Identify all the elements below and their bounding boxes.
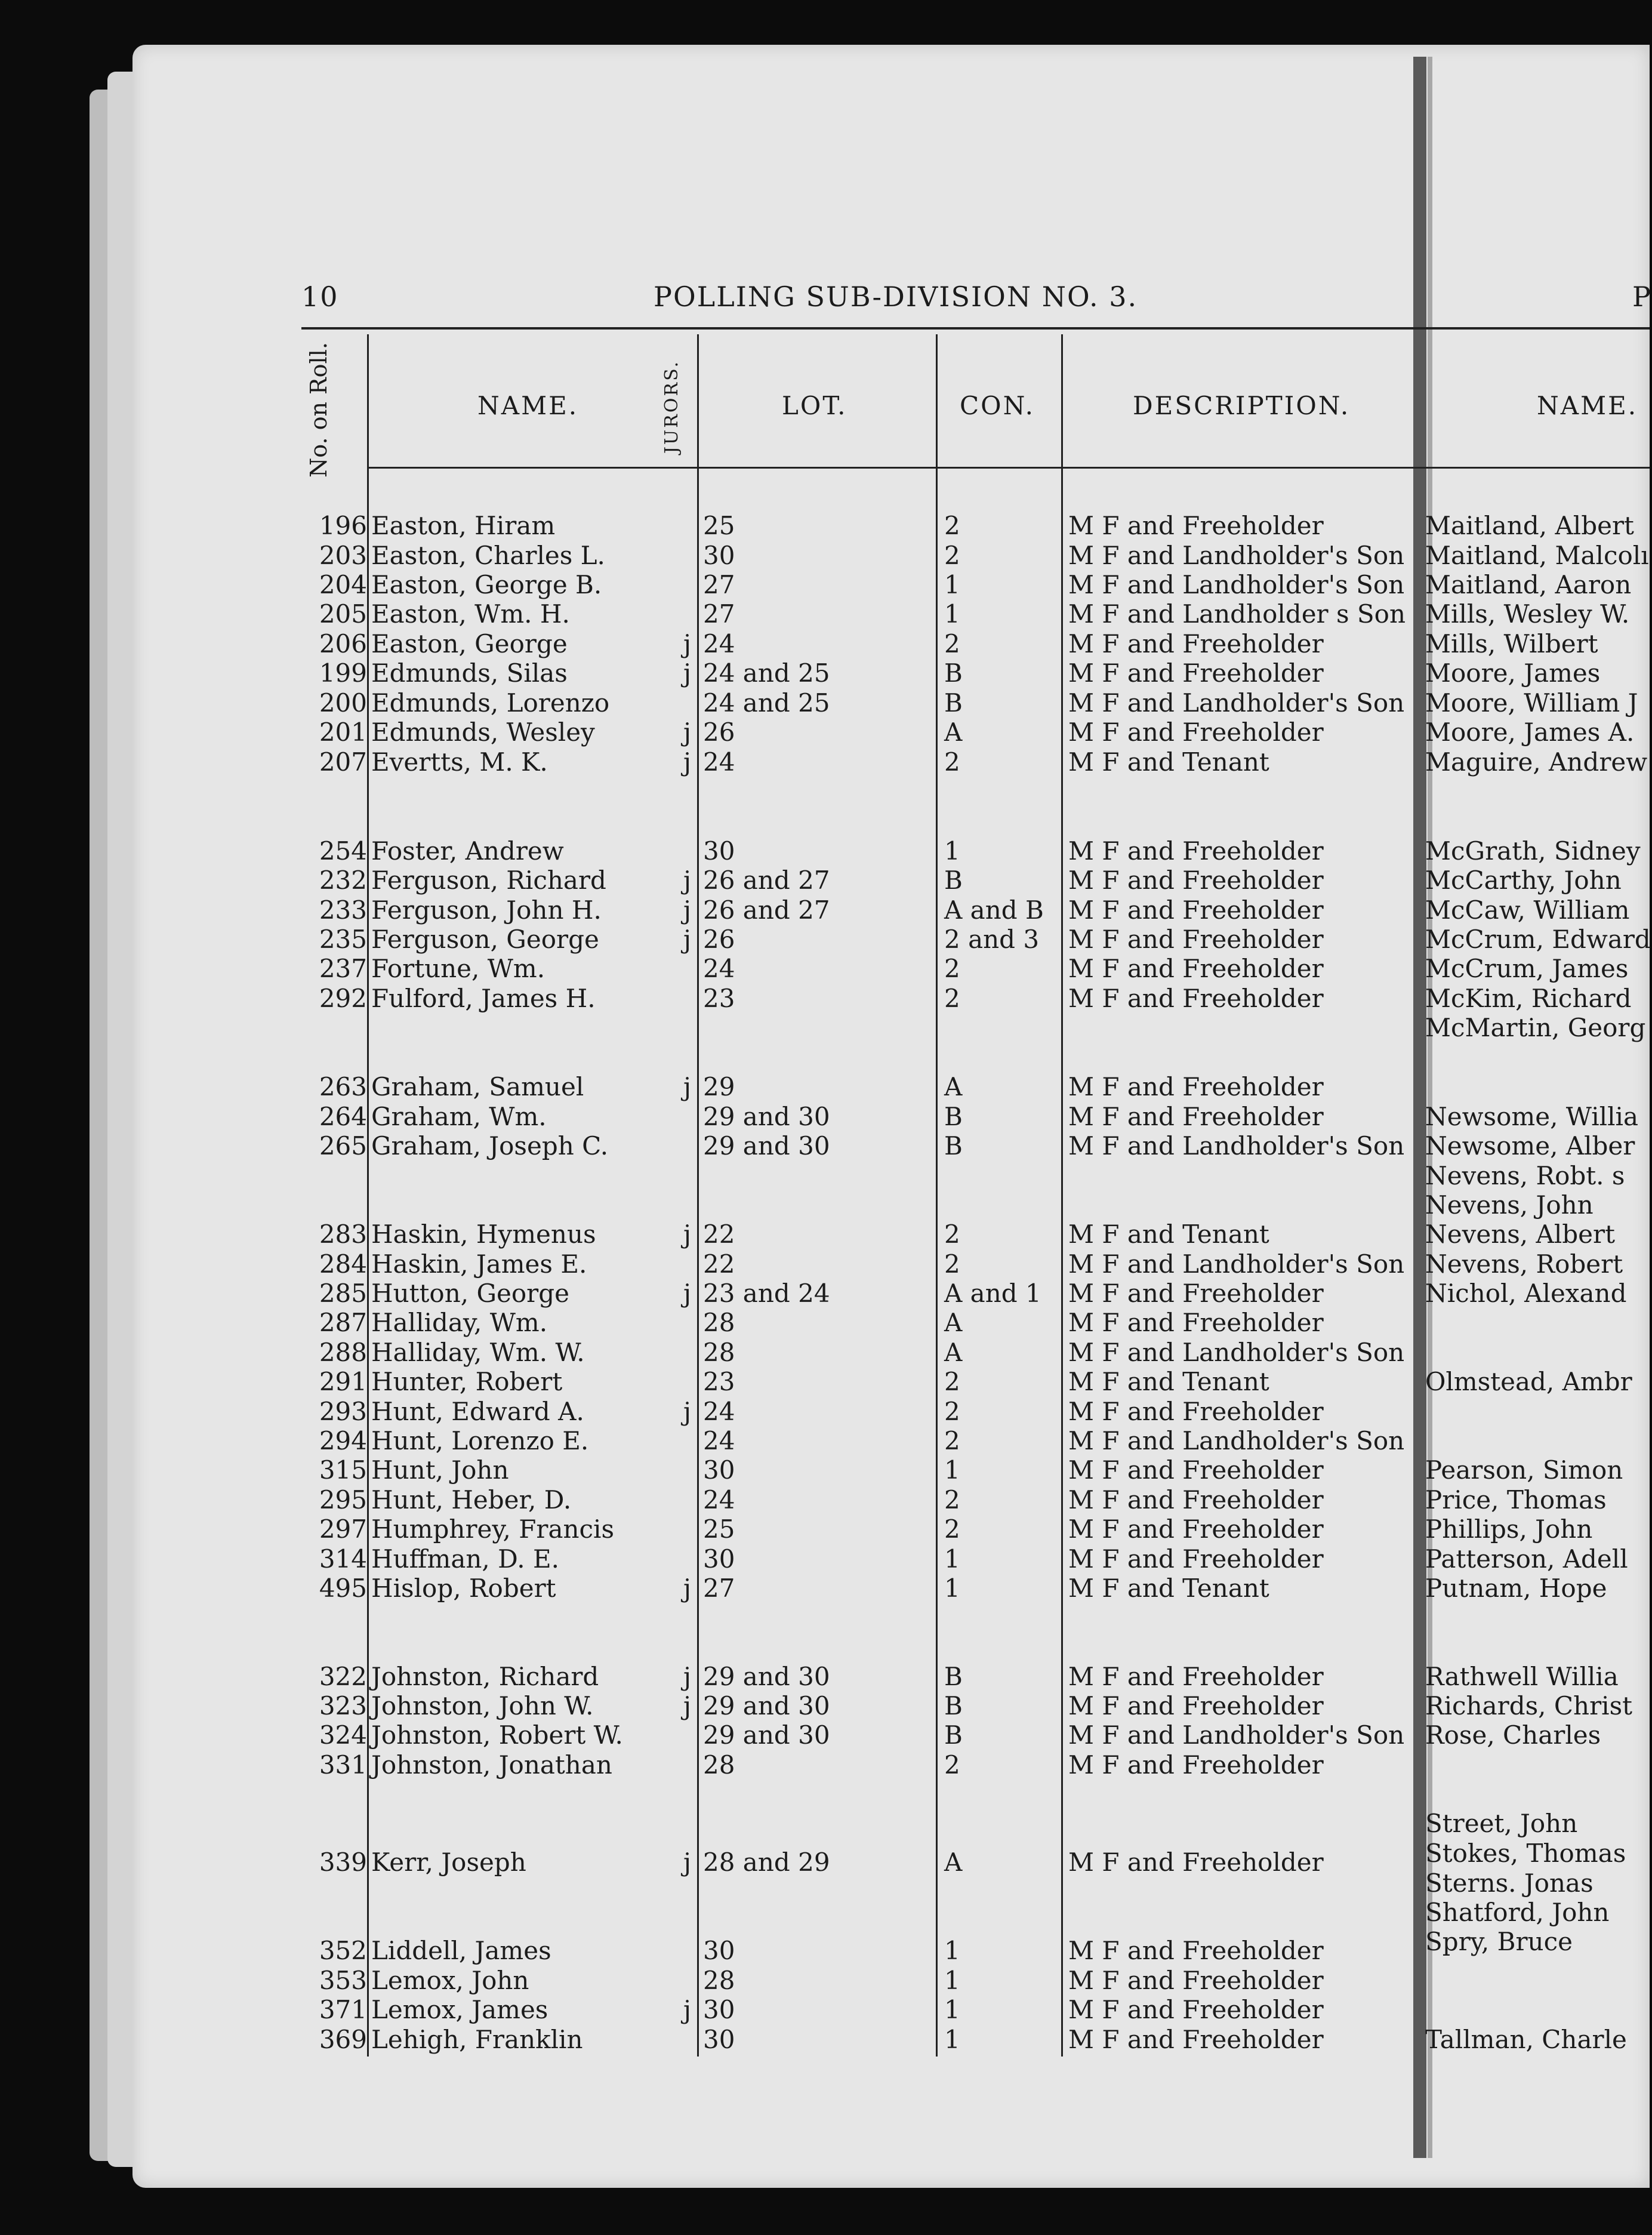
description: M F and Freeholder [1068,1102,1324,1131]
voter-name: Humphrey, Francis [371,1514,615,1544]
description: M F and Freeholder [1068,984,1324,1013]
description: M F and Landholder's Son [1068,1131,1405,1160]
description: M F and Tenant [1068,1220,1269,1249]
voter-name: Johnston, Robert W. [371,1720,623,1750]
voter-name: Hunt, Edward A. [371,1397,584,1426]
roll-number: 199 [319,658,367,688]
lot-number: 22 [703,1220,735,1249]
concession: A [944,718,963,747]
voter-name: Edmunds, Lorenzo [371,688,610,718]
next-page-name: McCrum, James [1425,954,1629,983]
description: M F and Landholder's Son [1068,1249,1405,1279]
concession: 1 [944,1574,960,1603]
next-page-name: Nevens, Robert [1425,1249,1623,1279]
column-header-name: NAME. [477,391,579,420]
description: M F and Landholder's Son [1068,1720,1405,1750]
lot-number: 24 [703,747,735,777]
roll-number: 204 [319,570,367,599]
concession: B [944,1102,963,1131]
voter-name: Easton, Hiram [371,511,556,540]
concession: 2 and 3 [944,925,1040,954]
voter-name: Hunter, Robert [371,1367,563,1396]
next-page-name: McCarthy, John [1425,866,1622,895]
lot-number: 29 and 30 [703,1720,830,1750]
column-header-rule [367,467,1650,469]
column-divider [936,334,938,2057]
description: M F and Freeholder [1068,1279,1324,1308]
juror-mark: j [683,1691,692,1720]
description: M F and Freeholder [1068,1514,1324,1544]
description: M F and Freeholder [1068,1691,1324,1720]
concession: B [944,1720,963,1750]
voter-name: Edmunds, Silas [371,658,568,688]
lot-number: 25 [703,1514,735,1544]
next-page-name: Moore, James [1425,658,1601,688]
description: M F and Freeholder [1068,866,1324,895]
lot-number: 30 [703,1455,735,1485]
next-page-name: Stokes, Thomas [1425,1839,1626,1868]
description: M F and Landholder's Son [1068,688,1405,718]
concession: 1 [944,836,960,866]
concession: A [944,1848,963,1877]
voter-name: Graham, Wm. [371,1102,547,1131]
description: M F and Freeholder [1068,1072,1324,1101]
concession: 1 [944,599,960,629]
next-page-name: Richards, Christ [1425,1691,1633,1720]
lot-number: 24 [703,1397,735,1426]
next-page-name: Rathwell Willia [1425,1662,1619,1691]
voter-name: Fortune, Wm. [371,954,545,983]
roll-number: 293 [319,1397,367,1426]
voter-name: Ferguson, George [371,925,599,954]
concession: A [944,1338,963,1367]
voter-name: Graham, Samuel [371,1072,584,1101]
voter-name: Kerr, Joseph [371,1848,526,1877]
lot-number: 30 [703,2025,735,2054]
next-page-name: Spry, Bruce [1425,1927,1573,1956]
lot-number: 29 and 30 [703,1691,830,1720]
description: M F and Freeholder [1068,954,1324,983]
concession: 2 [944,954,960,983]
roll-number: 283 [319,1220,367,1249]
roll-number: 203 [319,541,367,570]
next-page-name: Nevens, Robt. s [1425,1161,1625,1190]
concession: 2 [944,629,960,658]
roll-number: 264 [319,1102,367,1131]
lot-number: 30 [703,1936,735,1965]
juror-mark: j [683,1848,692,1877]
next-page-name: Tallman, Charle [1425,2025,1627,2054]
description: M F and Freeholder [1068,836,1324,866]
next-page-name: McCrum, Edward [1425,925,1651,954]
lot-number: 26 [703,718,735,747]
roll-number: 237 [319,954,367,983]
description: M F and Freeholder [1068,1662,1324,1691]
roll-number: 205 [319,599,367,629]
concession: B [944,1662,963,1691]
description: M F and Freeholder [1068,1995,1324,2024]
column-divider [367,334,369,2057]
lot-number: 24 [703,629,735,658]
juror-mark: j [683,1662,692,1691]
roll-number: 207 [319,747,367,777]
juror-mark: j [683,718,692,747]
juror-mark: j [683,629,692,658]
lot-number: 24 [703,1485,735,1514]
roll-number: 201 [319,718,367,747]
concession: A and B [944,895,1044,925]
juror-mark: j [683,747,692,777]
juror-mark: j [683,658,692,688]
concession: 2 [944,1485,960,1514]
concession: A and 1 [944,1279,1041,1308]
lot-number: 29 and 30 [703,1131,830,1160]
roll-number: 495 [319,1574,367,1603]
next-page-name: Newsome, Alber [1425,1131,1635,1160]
voter-name: Easton, Charles L. [371,541,605,570]
lot-number: 23 and 24 [703,1279,830,1308]
next-page-name: Maitland, Malcolı [1425,541,1649,570]
next-page-name: Shatford, John [1425,1898,1610,1927]
description: M F and Tenant [1068,1367,1269,1396]
lot-number: 29 and 30 [703,1102,830,1131]
lot-number: 28 and 29 [703,1848,830,1877]
lot-number: 24 and 25 [703,658,830,688]
roll-number: 263 [319,1072,367,1101]
description: M F and Tenant [1068,747,1269,777]
column-header-description: DESCRIPTION. [1133,391,1351,420]
voter-name: Ferguson, John H. [371,895,602,925]
next-page-name: Moore, James A. [1425,718,1635,747]
voter-name: Graham, Joseph C. [371,1131,609,1160]
voter-name: Johnston, Richard [371,1662,599,1691]
description: M F and Landholder's Son [1068,1338,1405,1367]
lot-number: 28 [703,1750,735,1780]
lot-number: 26 [703,925,735,954]
next-page-name: Mills, Wesley W. [1425,599,1630,629]
voter-name: Hunt, Lorenzo E. [371,1426,589,1455]
roll-number: 315 [319,1455,367,1485]
column-header-jurors: JURORS. [661,359,682,454]
lot-number: 30 [703,541,735,570]
concession: A [944,1308,963,1337]
next-page-name: Sterns. Jonas [1425,1868,1594,1898]
header-rule [301,327,1650,330]
concession: 2 [944,1750,960,1780]
next-page-name: McCaw, William [1425,895,1630,925]
voter-name: Lehigh, Franklin [371,2025,583,2054]
roll-number: 288 [319,1338,367,1367]
description: M F and Tenant [1068,1574,1269,1603]
voter-name: Johnston, Jonathan [371,1750,612,1780]
voter-name: Halliday, Wm. W. [371,1338,585,1367]
next-page-name: Moore, William J [1425,688,1638,718]
description: M F and Freeholder [1068,1485,1324,1514]
column-header-lot: LOT. [782,391,847,420]
juror-mark: j [683,925,692,954]
concession: B [944,1131,963,1160]
voter-name: Easton, George B. [371,570,602,599]
concession: 2 [944,511,960,540]
lot-number: 28 [703,1338,735,1367]
concession: B [944,688,963,718]
voter-name: Lemox, John [371,1966,529,1995]
concession: 2 [944,747,960,777]
roll-number: 235 [319,925,367,954]
next-page-name: Mills, Wilbert [1425,629,1598,658]
voter-name: Haskin, James E. [371,1249,587,1279]
lot-number: 26 and 27 [703,866,830,895]
juror-mark: j [683,1397,692,1426]
juror-mark: j [683,1574,692,1603]
description: M F and Landholder's Son [1068,570,1405,599]
voter-name: Ferguson, Richard [371,866,606,895]
voter-name: Foster, Andrew [371,836,564,866]
next-page-name: Patterson, Adell [1425,1544,1628,1574]
next-page-header-fragment: P [1632,281,1652,313]
juror-mark: j [683,866,692,895]
lot-number: 29 and 30 [703,1662,830,1691]
next-page-name: Putnam, Hope [1425,1574,1607,1603]
description: M F and Freeholder [1068,658,1324,688]
juror-mark: j [683,1072,692,1101]
roll-number: 371 [319,1995,367,2024]
next-page-name: Nichol, Alexand [1425,1279,1627,1308]
voter-name: Fulford, James H. [371,984,596,1013]
description: M F and Freeholder [1068,1966,1324,1995]
lot-number: 25 [703,511,735,540]
next-page-name: Pearson, Simon [1425,1455,1623,1485]
description: M F and Freeholder [1068,925,1324,954]
roll-number: 254 [319,836,367,866]
column-divider [1061,334,1063,2057]
roll-number: 323 [319,1691,367,1720]
page-gutter [1413,57,1426,2158]
roll-number: 287 [319,1308,367,1337]
voter-name: Lemox, James [371,1995,548,2024]
juror-mark: j [683,1995,692,2024]
lot-number: 30 [703,1544,735,1574]
concession: 2 [944,1249,960,1279]
roll-number: 232 [319,866,367,895]
next-page-name: McGrath, Sidney [1425,836,1641,866]
roll-number: 295 [319,1485,367,1514]
concession: 2 [944,541,960,570]
concession: 2 [944,1367,960,1396]
description: M F and Freeholder [1068,2025,1324,2054]
description: M F and Freeholder [1068,895,1324,925]
description: M F and Freeholder [1068,1544,1324,1574]
lot-number: 24 and 25 [703,688,830,718]
description: M F and Freeholder [1068,1936,1324,1965]
roll-number: 314 [319,1544,367,1574]
roll-number: 292 [319,984,367,1013]
lot-number: 26 and 27 [703,895,830,925]
next-page-name: Newsome, Willia [1425,1102,1638,1131]
roll-number: 200 [319,688,367,718]
concession: 2 [944,1514,960,1544]
concession: 1 [944,1936,960,1965]
next-page-name: Street, John [1425,1809,1578,1838]
next-page-name: Nevens, John [1425,1190,1594,1220]
roll-number: 322 [319,1662,367,1691]
next-page-name: Maitland, Aaron [1425,570,1632,599]
column-header-right-name: NAME. [1537,391,1638,420]
lot-number: 28 [703,1308,735,1337]
roll-number: 324 [319,1720,367,1750]
next-page-name: McMartin, Georg [1425,1013,1646,1042]
lot-number: 27 [703,1574,735,1603]
concession: B [944,1691,963,1720]
concession: 1 [944,570,960,599]
roll-number: 196 [319,511,367,540]
description: M F and Landholder s Son [1068,599,1406,629]
roll-number: 294 [319,1426,367,1455]
lot-number: 28 [703,1966,735,1995]
voter-name: Easton, George [371,629,568,658]
concession: 2 [944,1426,960,1455]
roll-number: 265 [319,1131,367,1160]
voter-name: Huffman, D. E. [371,1544,560,1574]
lot-number: 27 [703,599,735,629]
concession: 1 [944,1455,960,1485]
roll-number: 233 [319,895,367,925]
lot-number: 24 [703,1426,735,1455]
juror-mark: j [683,895,692,925]
lot-number: 23 [703,984,735,1013]
column-header-con: CON. [960,391,1035,420]
voter-name: Hunt, John [371,1455,509,1485]
lot-number: 24 [703,954,735,983]
page-title: POLLING SUB-DIVISION NO. 3. [654,281,1138,313]
concession: 1 [944,1966,960,1995]
voter-name: Haskin, Hymenus [371,1220,596,1249]
lot-number: 30 [703,1995,735,2024]
roll-number: 284 [319,1249,367,1279]
voter-name: Hislop, Robert [371,1574,556,1603]
roll-number: 206 [319,629,367,658]
concession: 2 [944,1220,960,1249]
voter-name: Halliday, Wm. [371,1308,548,1337]
column-header-no-on-roll: No. on Roll. [306,342,332,478]
concession: B [944,866,963,895]
roll-number: 285 [319,1279,367,1308]
column-divider [697,334,699,2057]
concession: 1 [944,1995,960,2024]
roll-number: 352 [319,1936,367,1965]
lot-number: 23 [703,1367,735,1396]
description: M F and Freeholder [1068,718,1324,747]
juror-mark: j [683,1220,692,1249]
description: M F and Freeholder [1068,629,1324,658]
roll-number: 339 [319,1848,367,1877]
next-page-name: Rose, Charles [1425,1720,1601,1750]
description: M F and Freeholder [1068,1455,1324,1485]
voter-name: Johnston, John W. [371,1691,594,1720]
description: M F and Freeholder [1068,1750,1324,1780]
concession: B [944,658,963,688]
next-page-name: McKim, Richard [1425,984,1632,1013]
concession: 2 [944,984,960,1013]
next-page-name: Price, Thomas [1425,1485,1607,1514]
lot-number: 30 [703,836,735,866]
voter-name: Evertts, M. K. [371,747,548,777]
voter-name: Hunt, Heber, D. [371,1485,572,1514]
roll-number: 353 [319,1966,367,1995]
voter-name: Liddell, James [371,1936,551,1965]
roll-number: 331 [319,1750,367,1780]
lot-number: 29 [703,1072,735,1101]
description: M F and Freeholder [1068,1308,1324,1337]
voter-name: Hutton, George [371,1279,569,1308]
roll-number: 297 [319,1514,367,1544]
next-page-name: Olmstead, Ambr [1425,1367,1632,1396]
juror-mark: j [683,1279,692,1308]
description: M F and Landholder's Son [1068,1426,1405,1455]
concession: 1 [944,1544,960,1574]
voter-name: Easton, Wm. H. [371,599,570,629]
description: M F and Landholder's Son [1068,541,1405,570]
concession: A [944,1072,963,1101]
lot-number: 27 [703,570,735,599]
concession: 1 [944,2025,960,2054]
page-number: 10 [301,281,339,313]
next-page-name: Phillips, John [1425,1514,1593,1544]
roll-number: 369 [319,2025,367,2054]
roll-number: 291 [319,1367,367,1396]
lot-number: 22 [703,1249,735,1279]
description: M F and Freeholder [1068,1848,1324,1877]
concession: 2 [944,1397,960,1426]
next-page-name: Maguire, Andrew [1425,747,1648,777]
next-page-name: Nevens, Albert [1425,1220,1615,1249]
description: M F and Freeholder [1068,511,1324,540]
next-page-name: Maitland, Albert [1425,511,1634,540]
description: M F and Freeholder [1068,1397,1324,1426]
voter-name: Edmunds, Wesley [371,718,595,747]
